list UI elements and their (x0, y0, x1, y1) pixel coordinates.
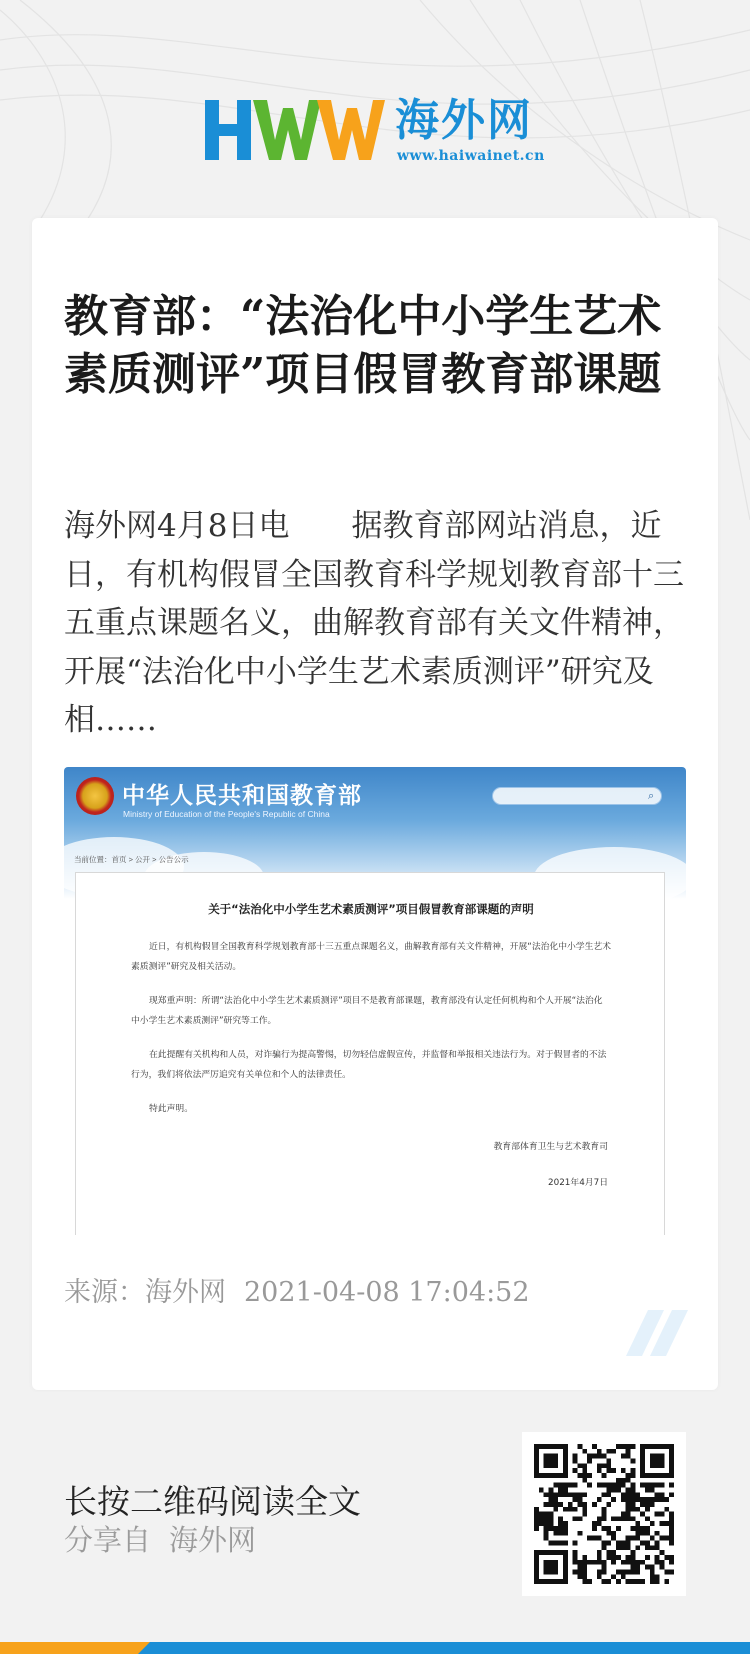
bottom-brand-bar (0, 1642, 750, 1654)
qr-code-icon (534, 1444, 674, 1584)
article-summary-text: 据教育部网站消息，近日，有机构假冒全国教育科学规划教育部十三五重点课题名义，曲解教育部有关文件精神，开展“法治化中小学生艺术素质测评”研究及相…… (64, 508, 684, 738)
bottom-brand-bar-accent (0, 1642, 150, 1654)
national-emblem-icon (76, 777, 114, 815)
article-headline: 教育部：“法治化中小学生艺术素质测评”项目假冒教育部课题 (64, 291, 662, 400)
read-full-prompt: 长按二维码阅读全文 (64, 1482, 361, 1521)
article-dateline: 海外网4月8日电 (64, 508, 290, 544)
article-summary (64, 502, 694, 745)
notice-paragraph-2: 现郑重声明：所谓“法治化中小学生艺术素质测评”项目不是教育部课题，教育部没有认定任何机构和个人开展“法治化中小学生艺术素质测评”研究等工作。 (131, 996, 603, 1026)
share-source (64, 1518, 256, 1559)
notice-paragraph-1: 近日，有机构假冒全国教育科学规划教育部十三五重点课题名义，曲解教育部有关文件精神，开展“法治化中小学生艺术素质测评”研究及相关活动。 (131, 942, 611, 972)
brand-logo (205, 96, 545, 168)
slash-decoration-icon (626, 1310, 688, 1356)
hww-logo-mark (205, 100, 385, 160)
article-source-line (64, 1270, 530, 1309)
brand-url: www.haiwainet.cn (397, 148, 545, 164)
qr-code-container[interactable] (522, 1432, 686, 1596)
search-icon: ⌕ (648, 789, 655, 802)
notice-paragraph-4: 特此声明。 (149, 1104, 193, 1114)
ministry-name-en: Ministry of Education of the People's Republic of China (123, 809, 330, 819)
ministry-search-box (492, 787, 662, 805)
ministry-breadcrumb: 当前位置：首页 > 公开 > 公告公示 (74, 855, 189, 864)
brand-name: 海外网 (395, 95, 533, 146)
notice-title: 关于“法治化中小学生艺术素质测评”项目假冒教育部课题的声明 (208, 902, 534, 916)
share-prefix: 分享自 (64, 1523, 152, 1557)
notice-signature: 教育部体育卫生与艺术教育司 (493, 1142, 608, 1152)
notice-date: 2021年4月7日 (548, 1178, 608, 1188)
ministry-notice (75, 872, 665, 1235)
article-image[interactable] (64, 767, 686, 1235)
notice-paragraph-3: 在此提醒有关机构和人员，对诈骗行为提高警惕，切勿轻信虚假宣传，并监督和举报相关违法行为。对于假冒者的不法行为，我们将依法严厉追究有关单位和个人的法律责任。 (131, 1050, 607, 1080)
share-site: 海外网 (169, 1523, 257, 1557)
article-timestamp: 2021-04-08 17:04:52 (244, 1277, 530, 1308)
ministry-name-cn: 中华人民共和国教育部 (122, 783, 362, 809)
article-source: 来源：海外网 (64, 1277, 226, 1308)
